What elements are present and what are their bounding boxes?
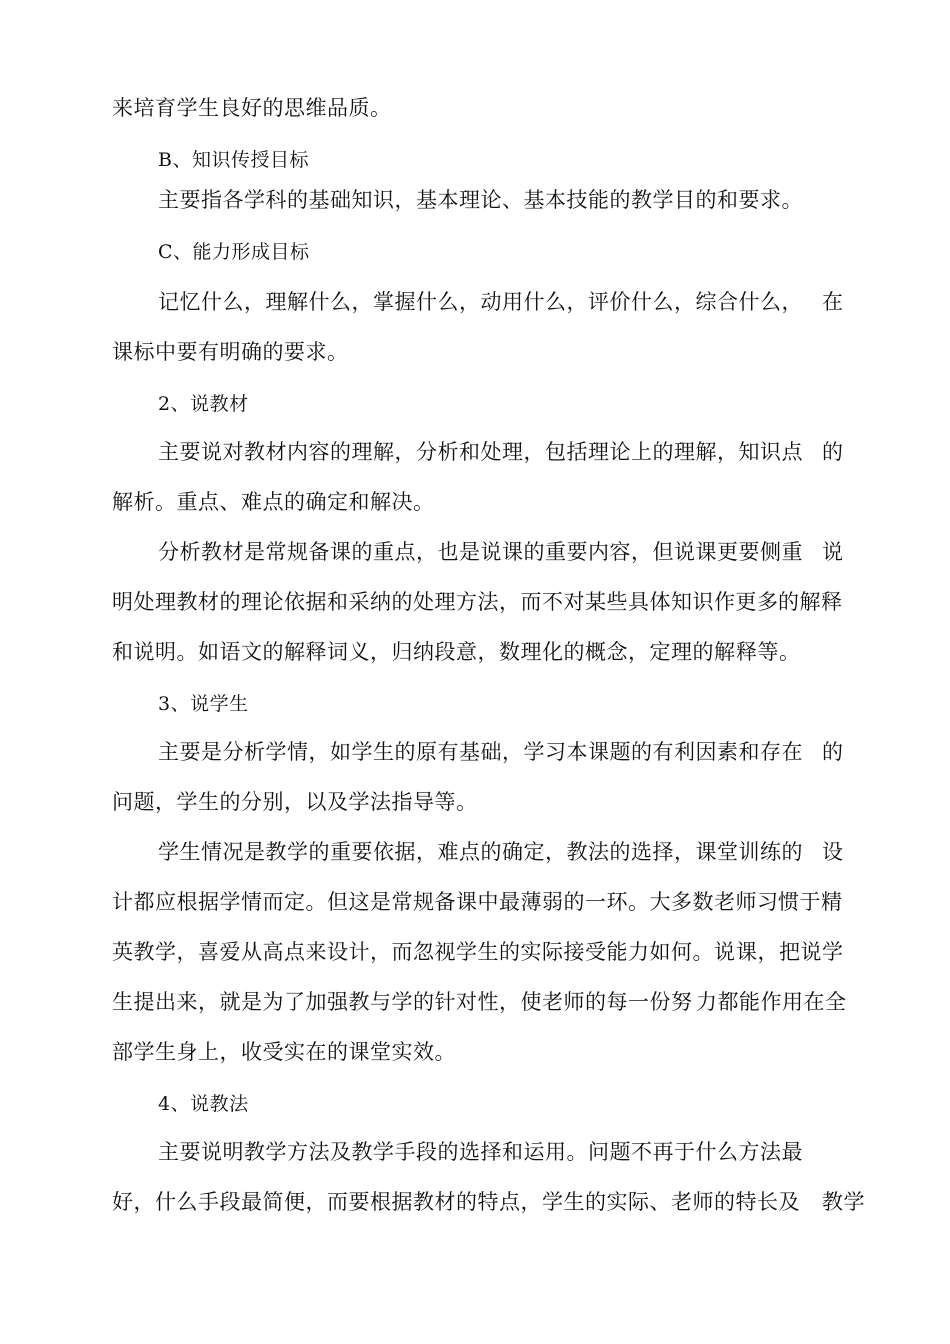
text-line: 说	[822, 540, 844, 564]
text-line: 明处理教材的理论依据和采纳的处理方法，而不对某些具体知识作更多	[112, 590, 779, 614]
text-line: 记忆什么，理解什么，掌握什么，动用什么，评价什么，综合什么，	[158, 290, 803, 314]
text-line: 主要说对教材内容的理解，分析和处理，包括理论上的理解，知识点	[158, 440, 803, 464]
section-heading: 3、说学生	[158, 693, 249, 715]
text-line: 力都能作用在全	[696, 990, 847, 1014]
text-line: 主要说明教学方法及教学手段的选择和运用。问题不再于什么方法最	[158, 1140, 803, 1164]
text-line: 惯于精	[778, 890, 843, 914]
text-line: 课，把说学	[736, 940, 844, 964]
section-heading: B、知识传授目标	[158, 149, 309, 171]
text-line: 学生情况是教学的重要依据，难点的确定，教法的选择，课堂训练的	[158, 840, 803, 864]
text-line: 部学生身上，收受实在的课堂实效。	[112, 1040, 456, 1064]
text-line: 计都应根据学情而定。但这是常规备课中最薄弱的一环。大多数老师习	[112, 890, 779, 914]
text-line: 分析教材是常规备课的重点，也是说课的重要内容，但说课更要侧重	[158, 540, 803, 564]
text-line: 在	[822, 290, 844, 314]
section-heading: C、能力形成目标	[158, 241, 310, 263]
text-line: 主要是分析学情，如学生的原有基础，学习本课题的有利因素和存在	[158, 740, 803, 764]
text-line: 的解释	[778, 590, 843, 614]
text-line: 课标中要有明确的要求。	[112, 340, 349, 364]
text-line: 好，什么手段最简便，而要根据教材的特点，学生的实际、老师的特长及	[112, 1190, 800, 1214]
section-heading: 4、说教法	[158, 1093, 249, 1115]
text-line: 英教学，喜爱从高点来设计，而忽视学生的实际接受能力如何。说	[112, 940, 736, 964]
text-line: 问题，学生的分别，以及学法指导等。	[112, 790, 478, 814]
text-line: 解析。重点、难点的确定和解决。	[112, 490, 435, 514]
text-line: 释等。	[736, 640, 801, 664]
text-line: 设	[822, 840, 844, 864]
text-line: 生提出来，就是为了加强教与学的针对性，使老师的每一份努	[112, 990, 693, 1014]
text-line: 和说明。如语文的解释词义，归纳段意，数理化的概念，定理的解	[112, 640, 736, 664]
text-line: 主要指各学科的基础知识，基本理论、基本技能的教学目的和要求。	[158, 188, 803, 212]
text-line: 的	[822, 440, 844, 464]
section-heading: 2、说教材	[158, 393, 249, 415]
text-line: 的	[822, 740, 844, 764]
text-line: 教学	[822, 1190, 865, 1214]
text-line: 来培育学生良好的思维品质。	[112, 96, 392, 120]
